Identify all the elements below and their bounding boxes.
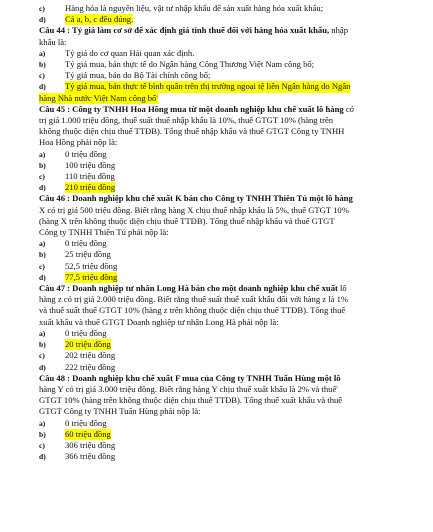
option-label: b) — [39, 160, 46, 170]
question-text-line — [39, 115, 399, 126]
question-text-line — [39, 227, 399, 238]
option-label: d) — [39, 82, 46, 92]
question-text: trị giá 1.000 triệu đồng, thuế suất thuế nhập khẩu là 10%, thuế GTGT 10% (hàng trên — [39, 115, 334, 126]
option-c — [39, 261, 399, 272]
option-text-highlighted: Cả a, b, c đều đúng. — [65, 14, 134, 25]
option-text: Tỷ giá mua, bán do Bộ Tài chính công bố; — [65, 70, 211, 81]
question-46-heading — [39, 193, 399, 204]
option-c — [39, 440, 399, 451]
option-label: d) — [39, 362, 46, 372]
question-text: Hoa Hồng phải nộp là: — [39, 137, 118, 148]
question-text: X có trị giá 500 triệu đồng. Biết rằng hàng X chịu thuế nhập khẩu là 5%, thuế GTGT 10% — [39, 204, 349, 215]
question-text: GTGT Công ty TNHH Tuấn Hùng phải nộp là: — [39, 406, 201, 417]
option-c — [39, 350, 399, 361]
option-label: c) — [39, 440, 45, 450]
question-title-tail: có — [345, 103, 354, 114]
option-text-highlighted: 60 triệu đồng — [65, 428, 111, 439]
option-label: c) — [39, 351, 45, 361]
option-label: c) — [39, 261, 45, 271]
question-text-line — [39, 294, 399, 305]
option-text: 0 triệu đồng — [65, 327, 107, 338]
question-title: Câu 48 : Doanh nghiệp khu chế xuất F mua của Công ty TNHH Tuấn Hùng một lô — [39, 372, 341, 383]
option-text: 366 triệu đồng — [65, 451, 116, 462]
question-44-cont — [39, 37, 399, 48]
option-label: c) — [39, 4, 45, 13]
option-d — [39, 182, 399, 193]
question-45-heading — [39, 104, 399, 115]
question-text: và thuế suất thuế GTGT 10% (hàng z trên không thuộc diện chịu thuế TTĐB). Tổng thuế — [39, 305, 346, 316]
option-label: a) — [39, 328, 46, 338]
option-d — [39, 451, 399, 462]
option-b — [39, 429, 399, 440]
question-text: xuất khẩu và thuế GTGT Doanh nghiệp tư nhân Long Hà phải nộp là: — [39, 316, 279, 327]
option-label: b) — [39, 250, 46, 260]
option-label: b) — [39, 340, 46, 350]
question-text: khẩu là: — [39, 36, 67, 47]
question-text-line — [39, 305, 399, 316]
option-text: 100 triệu đồng — [65, 159, 116, 170]
option-text: Hàng hóa là nguyên liệu, vật tư nhập khẩu để sản xuất hàng hóa xuất khẩu; — [65, 3, 324, 13]
question-title-tail: lô — [340, 283, 347, 294]
option-text: 0 triệu đồng — [65, 148, 107, 159]
option-text-highlighted: hàng Nhà nước Việt Nam công bố' — [39, 92, 158, 103]
option-c — [39, 171, 399, 182]
option-text-highlighted: Tỷ giá mua, bán thực tế bình quân trên thị trường ngoại tệ liên Ngân hàng do Ngân — [65, 81, 351, 92]
option-label: b) — [39, 429, 46, 439]
option-text: Tỷ giá mua, bán thực tế do Ngân hàng Công Thương Việt Nam công bố; — [65, 59, 315, 70]
question-text: hàng z có trị giá 2.000 triệu đồng. Biết rằng thuế suất thuế xuất khẩu đối với hàng z là 1% — [39, 294, 349, 305]
option-text: 306 triệu đồng — [65, 439, 116, 450]
question-text-line — [39, 317, 399, 328]
option-text: Tỷ giá do cơ quan Hải quan xác định. — [65, 47, 195, 58]
option-a — [39, 418, 399, 429]
question-text-line — [39, 406, 399, 417]
option-d-cont — [39, 93, 399, 104]
option-a — [39, 149, 399, 160]
option-text-highlighted: 20 triệu đồng — [65, 339, 111, 350]
question-47-heading — [39, 283, 399, 294]
question-text-line — [39, 395, 399, 406]
question-text-line — [39, 126, 399, 137]
question-title: Câu 45 : Công ty TNHH Hoa Hồng mua từ một doanh nghiệp khu chế xuất lô hàng — [39, 103, 344, 114]
option-a — [39, 48, 399, 59]
option-b — [39, 249, 399, 260]
question-44-heading — [39, 25, 399, 36]
option-d — [39, 272, 399, 283]
question-text-line — [39, 216, 399, 227]
question-48-heading — [39, 373, 399, 384]
option-label: a) — [39, 418, 46, 428]
option-d — [39, 362, 399, 373]
option-text-highlighted: 210 triệu đồng — [65, 182, 116, 193]
option-text: 222 triệu đồng — [65, 361, 116, 372]
option-text: 110 triệu đồng — [65, 171, 115, 182]
option-a — [39, 328, 399, 339]
option-label: c) — [39, 172, 45, 182]
option-b — [39, 160, 399, 171]
option-b — [39, 59, 399, 70]
question-title: Câu 46 : Doanh nghiệp khu chế xuất K bán cho Công ty TNHH Thiên Tú một lô hàng — [39, 193, 353, 204]
option-d-prev — [39, 14, 399, 25]
option-text: 0 triệu đồng — [65, 238, 107, 249]
option-label: d) — [39, 452, 46, 462]
option-d — [39, 81, 399, 92]
question-title: Câu 44 : Tỷ giá làm cơ sở để xác định giá tính thuế đối với hàng hóa xuất khẩu, — [39, 25, 330, 36]
option-b — [39, 339, 399, 350]
question-text: Công ty TNHH Thiên Tú phải nộp là: — [39, 227, 169, 238]
option-label: a) — [39, 48, 46, 58]
option-text: 202 triệu đồng — [65, 350, 116, 361]
option-text: 0 triệu đồng — [65, 417, 107, 428]
question-text-line — [39, 205, 399, 216]
option-label: d) — [39, 15, 46, 25]
option-c-prev — [39, 3, 399, 14]
question-text: (hàng X trên không thuộc diện chịu thuế TTĐB). Tổng thuế nhập khẩu và thuế GTGT — [39, 215, 335, 226]
option-text-highlighted: 77,5 triệu đồng — [65, 271, 118, 282]
option-label: d) — [39, 272, 46, 282]
option-label: a) — [39, 149, 46, 159]
option-label: a) — [39, 239, 46, 249]
option-label: b) — [39, 60, 46, 70]
question-title: Câu 47 : Doanh nghiệp tư nhân Long Hà bán cho một doanh nghiệp khu chế xuất — [39, 283, 338, 294]
question-text: GTGT 10% (hàng trên không thuộc diện chịu thuế TTĐB). Tổng thuế xuất khẩu và thuế — [39, 395, 343, 406]
question-text-line — [39, 384, 399, 395]
option-a — [39, 238, 399, 249]
option-label: c) — [39, 71, 45, 81]
question-text: hàng Y có trị giá 3.000 triệu đồng. Biết rằng hàng Y chịu thuế xuất khẩu là 2% và thuế' — [39, 383, 338, 394]
question-text-line — [39, 137, 399, 148]
option-c — [39, 70, 399, 81]
question-title-tail: nhập — [331, 25, 349, 36]
question-text: không thuộc diện chịu thuế TTĐB). Tổng thuế nhập khẩu và thuế GTGT Công ty TNHH — [39, 126, 345, 137]
option-text: 25 triệu đồng — [65, 249, 111, 260]
option-text: 52,5 triệu đồng — [65, 260, 118, 271]
option-label: d) — [39, 183, 46, 193]
